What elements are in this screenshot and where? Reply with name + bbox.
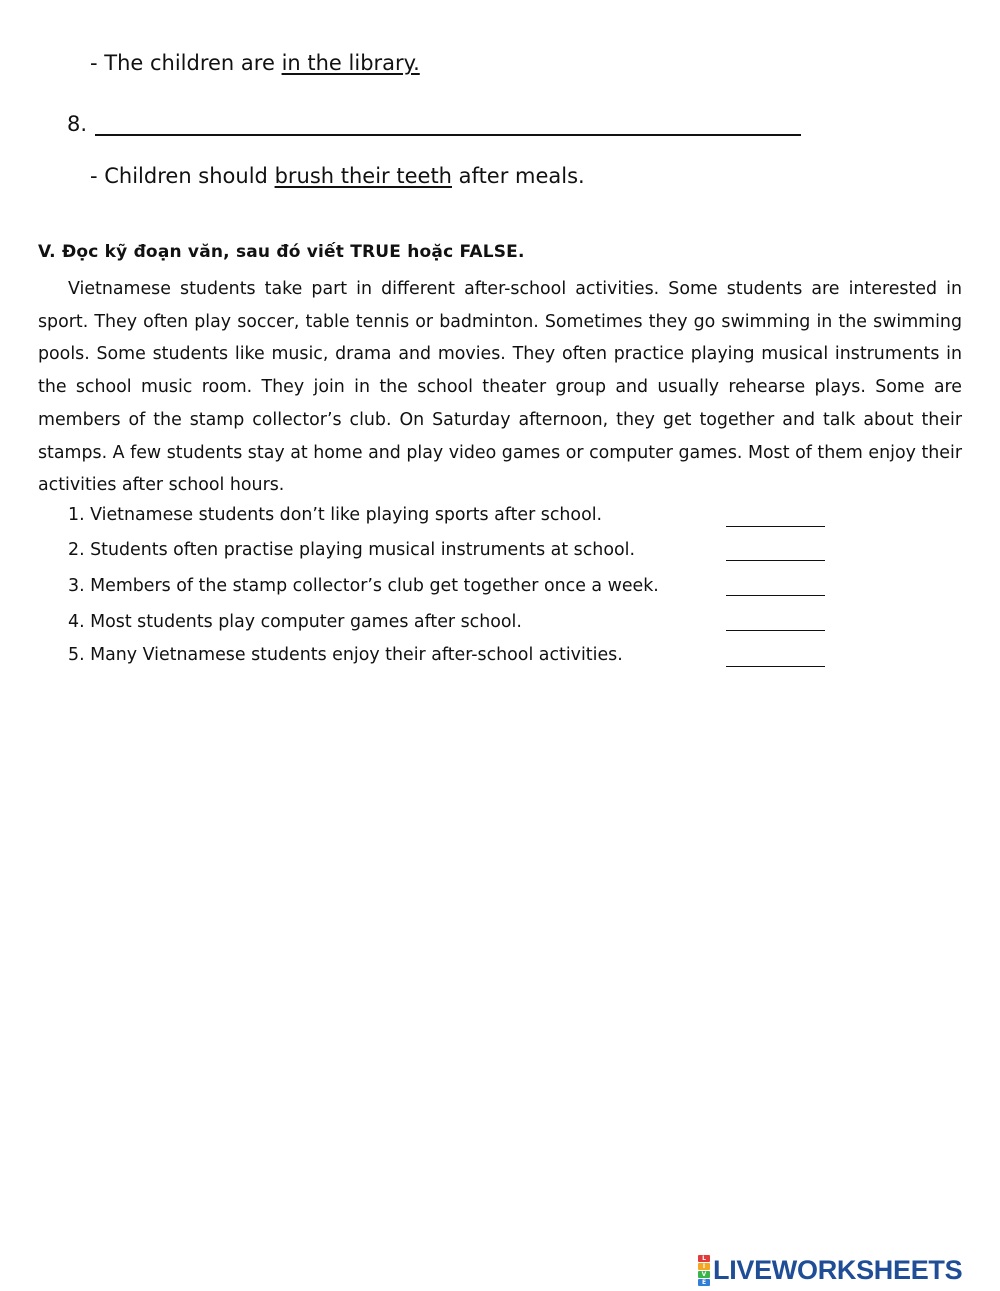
q8-answer-suffix: after meals. <box>452 164 585 188</box>
statement-5-answer-blank[interactable] <box>726 666 825 667</box>
logo-block-e: E <box>698 1279 710 1286</box>
statement-2: 2. Students often practise playing musical instruments at school. <box>68 540 635 560</box>
logo-blocks-icon <box>698 1255 710 1286</box>
statement-3: 3. Members of the stamp collector’s club get together once a week. <box>68 576 659 596</box>
section-v-heading: V. Đọc kỹ đoạn văn, sau đó viết TRUE hoặc FALSE. <box>38 242 525 262</box>
logo-block-l: L <box>698 1255 710 1262</box>
logo-block-v: V <box>698 1271 710 1278</box>
statement-3-answer-blank[interactable] <box>726 595 825 596</box>
logo-block-i: I <box>698 1263 710 1270</box>
liveworksheets-logo[interactable] <box>698 1255 962 1285</box>
logo-text: LIVEWORKSHEETS <box>713 1254 963 1285</box>
statement-1: 1. Vietnamese students don’t like playing sports after school. <box>68 505 603 525</box>
statement-4-answer-blank[interactable] <box>726 630 825 631</box>
q7-answer-prefix: - The children are <box>90 51 282 75</box>
statement-2-answer-blank[interactable] <box>726 560 825 561</box>
q8-answer-prefix: - Children should <box>90 164 275 188</box>
q8-answer-blank[interactable] <box>95 134 801 136</box>
statement-5: 5. Many Vietnamese students enjoy their after-school activities. <box>68 645 623 665</box>
q7-answer-underlined: in the library. <box>281 51 420 75</box>
statement-4: 4. Most students play computer games after school. <box>68 612 522 632</box>
q8-answer <box>90 164 585 188</box>
statement-1-answer-blank[interactable] <box>726 526 825 527</box>
q8-number: 8. <box>67 112 88 136</box>
q8-answer-underlined: brush their teeth <box>274 164 452 188</box>
q7-answer <box>90 51 420 75</box>
reading-passage: Vietnamese students take part in different after-school activities. Some students are interested in sport. They often play soccer, table tennis or badminton. Sometimes they go swimming in the swimming pools. Some students like music, drama and movies. They often practice playing musical instruments in the school music room. They join in the school theater group and usually rehearse plays. Some are members of the stamp collector’s club. On Saturday afternoon, they get together and talk about their stamps. A few students stay at home and play video games or computer games. Most of them enjoy their activities after school hours. <box>38 279 962 496</box>
